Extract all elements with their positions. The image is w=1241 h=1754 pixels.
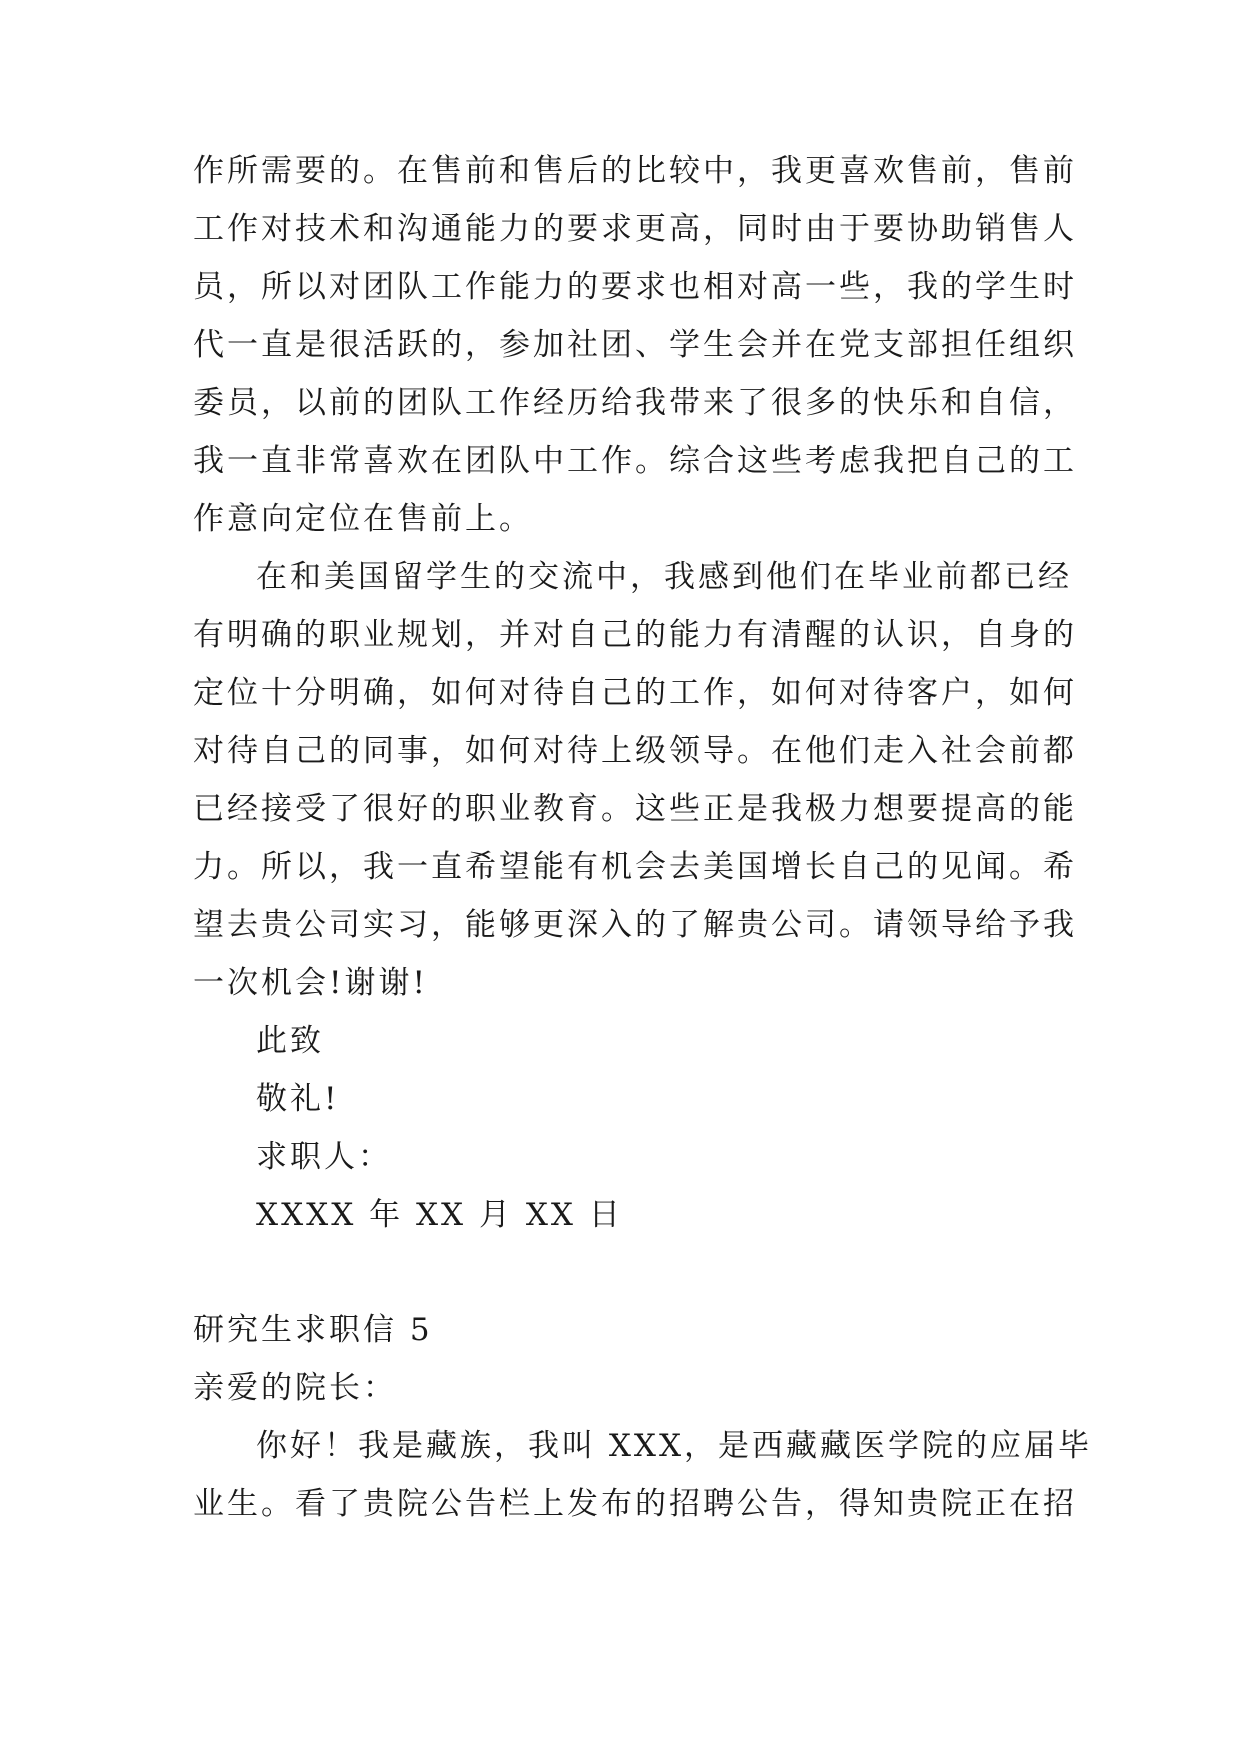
closing-line: 敬礼!	[256, 1081, 340, 1117]
text-line: 一次机会!谢谢!	[193, 965, 428, 1001]
text-line: 工作对技术和沟通能力的要求更高，同时由于要协助销售人	[193, 211, 1077, 247]
text-line: 作意向定位在售前上。	[193, 501, 533, 537]
text-line: 委员，以前的团队工作经历给我带来了很多的快乐和自信，	[193, 385, 1077, 421]
closing-line: 此致	[256, 1023, 324, 1059]
date-line: XXXX 年 XX 月 XX 日	[256, 1197, 623, 1233]
signature-line: 求职人：	[256, 1139, 392, 1175]
text-line: 在和美国留学生的交流中，我感到他们在毕业前都已经	[256, 559, 1072, 595]
text-line: 力。所以，我一直希望能有机会去美国增长自己的见闻。希	[193, 849, 1077, 885]
text-line: 代一直是很活跃的，参加社团、学生会并在党支部担任组织	[193, 327, 1077, 363]
text-line: 已经接受了很好的职业教育。这些正是我极力想要提高的能	[193, 791, 1077, 827]
salutation-line: 亲爱的院长：	[193, 1370, 397, 1406]
text-line: 望去贵公司实习，能够更深入的了解贵公司。请领导给予我	[193, 907, 1077, 943]
text-line: 你好！我是藏族，我叫 XXX，是西藏藏医学院的应届毕	[256, 1428, 1093, 1464]
text-line: 作所需要的。在售前和售后的比较中，我更喜欢售前，售前	[193, 153, 1077, 189]
text-line: 员，所以对团队工作能力的要求也相对高一些，我的学生时	[193, 269, 1077, 305]
text-line: 有明确的职业规划，并对自己的能力有清醒的认识，自身的	[193, 617, 1077, 653]
text-line: 对待自己的同事，如何对待上级领导。在他们走入社会前都	[193, 733, 1077, 769]
text-line: 定位十分明确，如何对待自己的工作，如何对待客户，如何	[193, 675, 1077, 711]
section-heading: 研究生求职信 5	[193, 1312, 433, 1348]
text-line: 我一直非常喜欢在团队中工作。综合这些考虑我把自己的工	[193, 443, 1077, 479]
text-line: 业生。看了贵院公告栏上发布的招聘公告，得知贵院正在招	[193, 1486, 1077, 1522]
